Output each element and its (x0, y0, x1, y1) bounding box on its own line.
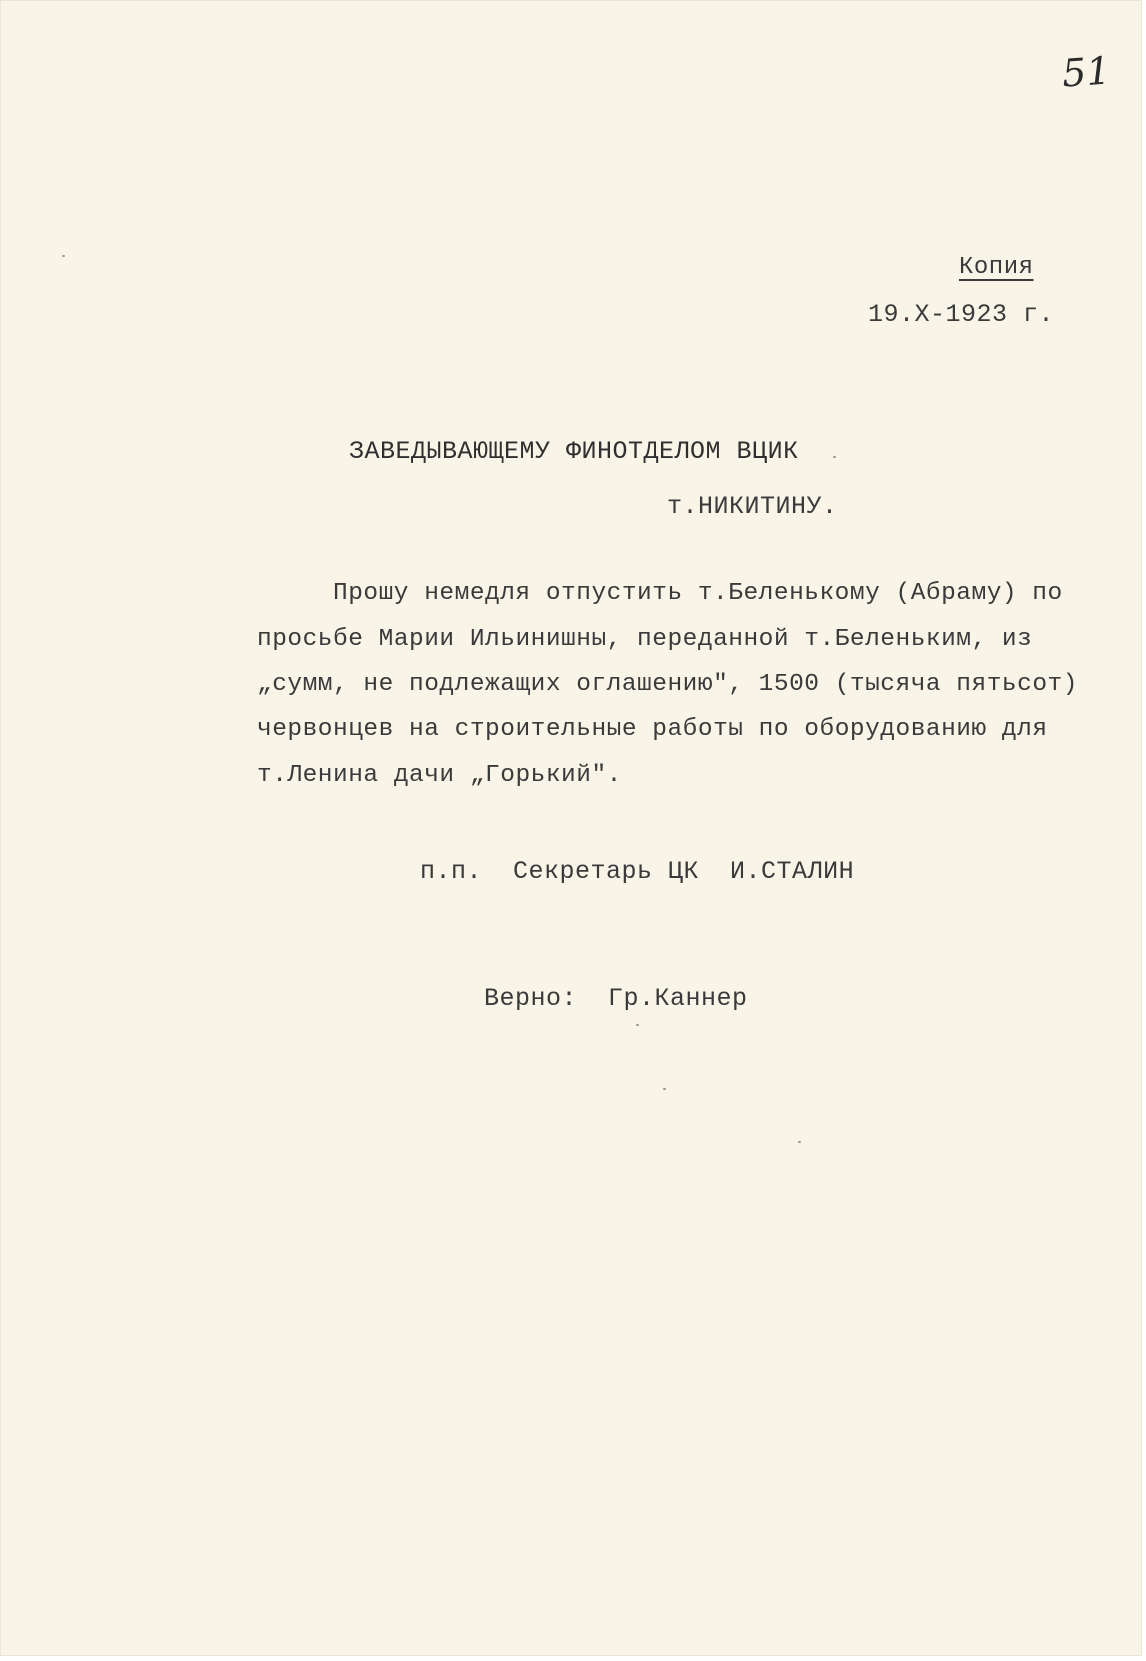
paper-speck (798, 1141, 801, 1143)
body-line: просьбе Марии Ильинишны, переданной т.Беленьким, из (257, 626, 1033, 653)
paper-speck (636, 1024, 639, 1026)
document-date: 19.X-1923 г. (868, 300, 1055, 329)
signature-line: п.п. Секретарь ЦК И.СТАЛИН (420, 857, 855, 886)
paper-speck (833, 456, 836, 458)
body-line: Прошу немедля отпустить т.Беленькому (Абраму) по (333, 580, 1063, 607)
paper-speck (62, 255, 65, 257)
addressee-title: ЗАВЕДЫВАЮЩЕМУ ФИНОТДЕЛОМ ВЦИК (349, 437, 799, 466)
paper-speck (663, 1088, 666, 1090)
copy-mark: Копия (959, 254, 1034, 281)
archive-page-number: 51 (1060, 48, 1112, 96)
addressee-name: т.НИКИТИНУ. (667, 492, 838, 521)
certification-line: Верно: Гр.Каннер (484, 984, 748, 1013)
body-line: червонцев на строительные работы по оборудованию для (257, 716, 1048, 743)
body-line: т.Ленина дачи „Горький". (257, 762, 622, 789)
body-line: „сумм, не подлежащих оглашению", 1500 (тысяча пятьсот) (257, 671, 1078, 698)
